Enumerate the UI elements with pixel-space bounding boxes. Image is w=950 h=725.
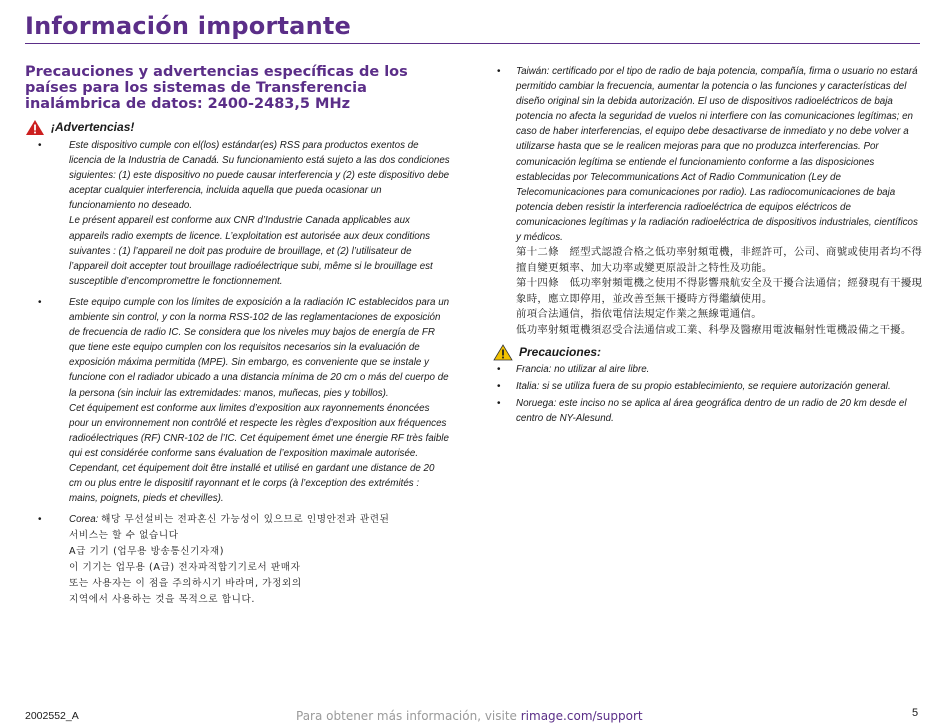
korea-line-3: A급 기기 (업무용 방송통신기자재) <box>69 546 225 558</box>
list-item-taiwan <box>493 64 923 338</box>
footer-text: Para obtener más información, visite <box>296 709 521 723</box>
page-title: Información importante <box>25 12 352 40</box>
list-item-italy <box>493 379 923 394</box>
list-item-korea <box>25 512 450 608</box>
ic-exposure-es: • Este equipo cumple con los límites de exposición a la radiación IC establecidos para un ambiente sin control, y con la norma RSS-102 de las reglamentaciones de exposición de frecuencia de radio IC. Se considera que los niveles muy bajos de energía de FR que tiene este equipo cumplen con los requisitos necesarios sin la evaluación de exposición máxima permitida (MPE). Sin embargo, es conveniente que se instale y funcione con el radiador ubicado a una distancia mínima de 20 cm o más del cuerpo de la persona (sin incluir las extremidades: manos, muñecas, pies y tobillos). <box>69 296 450 399</box>
title-divider <box>25 43 920 44</box>
document-code: 2002552_A <box>25 710 79 722</box>
canada-rss-es: • Este dispositivo cumple con el(los) estándar(es) RSS para productos exentos de licencia de la Industria de Canadá. Su funcionamiento está sujeto a las dos condiciones siguientes: (1) este dispositivo no puede causar interferencia y (2) este dispositivo debe aceptar cualquier interferencia, incluida aquella que pueda ocasionar un funcionamiento no deseado. <box>69 140 450 212</box>
footer-info <box>296 709 643 723</box>
korea-line-4: 이 기기는 업무용 (A급) 전자파적합기기로서 판매자 <box>69 562 301 574</box>
warnings-label: ¡Advertencias! <box>51 120 135 134</box>
warning-triangle-icon <box>25 119 45 136</box>
list-item-norway <box>493 396 923 426</box>
support-link[interactable]: rimage.com/support <box>520 709 643 723</box>
warnings-heading <box>25 118 450 136</box>
ic-exposure-fr: Cet équipement est conforme aux limites d’exposition aux rayonnements énoncées pour un environnement non contrôlé et respecte les règles d’exposition aux fréquences radioélectriques (RF) CNR-102 de l’IC. Cet équipement émet une énergie RF très faible qui est considérée conforme sans évaluation de l’exposition maximale autorisée. Cependant, cet équipement doit être installé et utilisé en gardant une distance de 20 cm ou plus entre le dispositif rayonnant et le corps (à l’exception des extrémités : mains, poignets, pieds et chevilles). <box>69 402 449 505</box>
list-item-france <box>493 362 923 377</box>
taiwan-article-12: 第十二條 經型式認證合格之低功率射頻電機，非經許可，公司、商號或使用者均不得擅自變更頻率、加大功率或變更原設計之特性及功能。 <box>516 246 923 274</box>
korea-line-2: 서비스는 할 수 없습니다 <box>69 530 179 542</box>
italy-text: • Italia: si se utiliza fuera de su propio establecimiento, se requiere autorización general. <box>516 381 891 393</box>
right-column <box>493 64 923 427</box>
precautions-heading <box>493 343 923 361</box>
list-item-ic-exposure <box>25 295 450 506</box>
taiwan-tolerance: 低功率射頻電機須忍受合法通信或工業、科學及醫療用電波輻射性電機設備之干擾。 <box>516 323 912 336</box>
section-heading: Precauciones y advertencias específicas de los países para los sistemas de Transferencia inalámbrica de datos: 2400-2483,5 MHz <box>25 64 408 112</box>
korea-line-6: 지역에서 사용하는 것을 목적으로 합니다. <box>69 594 255 606</box>
france-text: • Francia: no utilizar al aire libre. <box>516 364 650 376</box>
taiwan-legal-comm: 前項合法通信，指依電信法規定作業之無線電通信。 <box>516 308 762 321</box>
canada-rss-fr: Le présent appareil est conforme aux CNR d’Industrie Canada applicables aux appareils radio exempts de licence. L’exploitation est autorisée aux deux conditions suivantes : (1) l’appareil ne doit pas produire de brouillage, et (2) l’utilisateur de l’appareil doit accepter tout brouillage radioélectrique subi, même si le brouillage est susceptible d’encompromettre le fonctionnement. <box>69 215 433 287</box>
precautions-label: Precauciones: <box>519 345 602 360</box>
caution-triangle-icon <box>493 344 513 361</box>
korea-label: Corea: <box>69 514 99 526</box>
list-item-canada-rss <box>25 138 450 289</box>
korea-line-1: 해당 무선설비는 전파혼신 가능성이 있으므로 인명안전과 관련된 <box>101 514 390 526</box>
left-column <box>25 64 450 608</box>
taiwan-text: • Taiwán: certificado por el tipo de radio de baja potencia, compañía, firma o usuario no estará permitido cambiar la frecuencia, aumentar la potencia o las funciones y características del diseño original sin la debida autorización. El uso de dispositivos radioeléctricos de baja potencia no afecta la seguridad de vuelos ni interfiere con las comunicaciones legítimas; en caso de haber interferencias, el equipo debe desactivarse de inmediato y no debe volver a utilizarse hasta que se le realicen mejoras para que no produzca interferencias. Por comunicación legítima se entiende el funcionamiento conforme a las disposiciones establecidas por Telecommunications Act of Radio Communication (Ley de Telecomunicaciones para comunicaciones por radio). Las radiocomunicaciones de baja potencia deben resistir la interferencia radioeléctrica de equipos eléctricos de comunicaciones legítimas y la radiación radioeléctrica de dispositivos industriales, científicos y médicos. <box>516 66 918 244</box>
page-number: 5 <box>912 707 919 719</box>
korea-line-5: 또는 사용자는 이 점을 주의하시기 바라며, 가정외의 <box>69 578 302 590</box>
taiwan-article-14: 第十四條 低功率射頻電機之使用不得影響飛航安全及干擾合法通信；經發現有干擾現象時，應立即停用，並改善至無干擾時方得繼續使用。 <box>516 277 923 305</box>
norway-text: • Noruega: este inciso no se aplica al área geográfica dentro de un radio de 20 km desde el centro de NY-Alesund. <box>516 398 907 425</box>
